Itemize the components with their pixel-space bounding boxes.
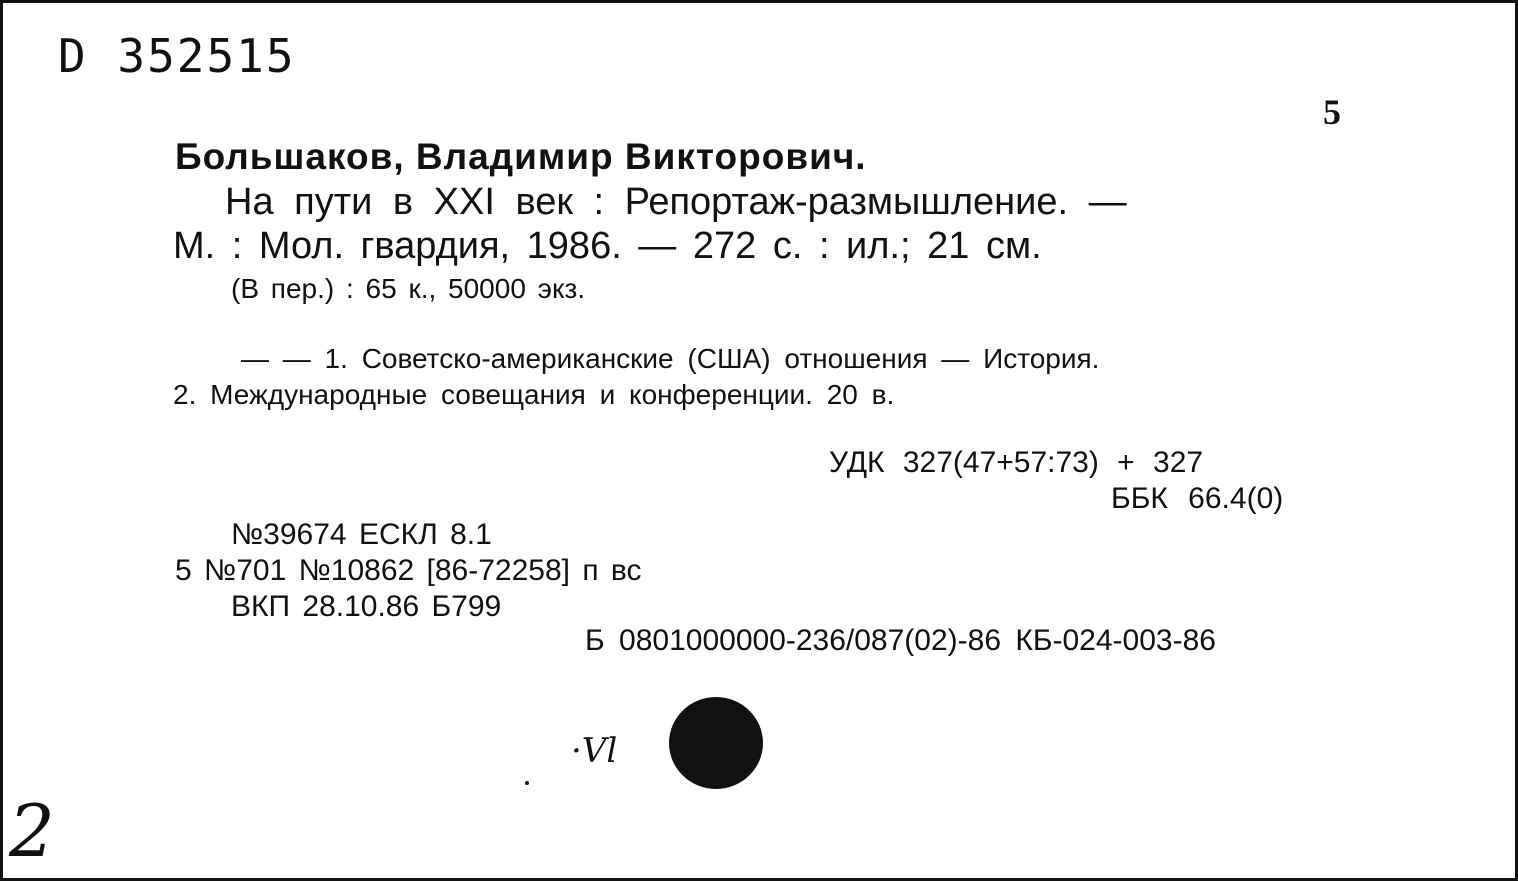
inventory-number: D 352515: [58, 29, 296, 83]
registration-line: №39674 ЕСКЛ 8.1: [231, 518, 492, 551]
handwritten-mark: 2: [9, 789, 55, 873]
subject-headings-line2: 2. Международные совещания и конференции. 20 в.: [173, 379, 895, 410]
ink-speck: [525, 781, 529, 785]
catalog-code-line: Б 0801000000-236/087(02)-86 КБ-024-003-86: [585, 624, 1216, 657]
registration-line: 5 №701 №10862 [86-72258] п вс: [175, 554, 642, 587]
bbk-classification: ББК 66.4(0): [1111, 482, 1284, 515]
card-number: 5: [1323, 92, 1341, 132]
handwritten-initials: ·Vl: [571, 731, 618, 771]
subject-headings-line1: — — 1. Советско-американские (США) отношения — История.: [241, 343, 1100, 374]
udk-classification: УДК 327(47+57:73) + 327: [829, 446, 1204, 479]
author-heading: Большаков, Владимир Викторович.: [175, 136, 867, 177]
title-statement: На пути в XXI век : Репортаж-размышление. —: [225, 181, 1127, 223]
price-statement: (В пер.) : 65 к., 50000 экз.: [231, 273, 586, 304]
punched-hole: [669, 697, 763, 789]
registration-line: ВКП 28.10.86 Б799: [231, 590, 502, 623]
imprint-statement: М. : Мол. гвардия, 1986. — 272 с. : ил.; 21 см.: [173, 225, 1042, 267]
